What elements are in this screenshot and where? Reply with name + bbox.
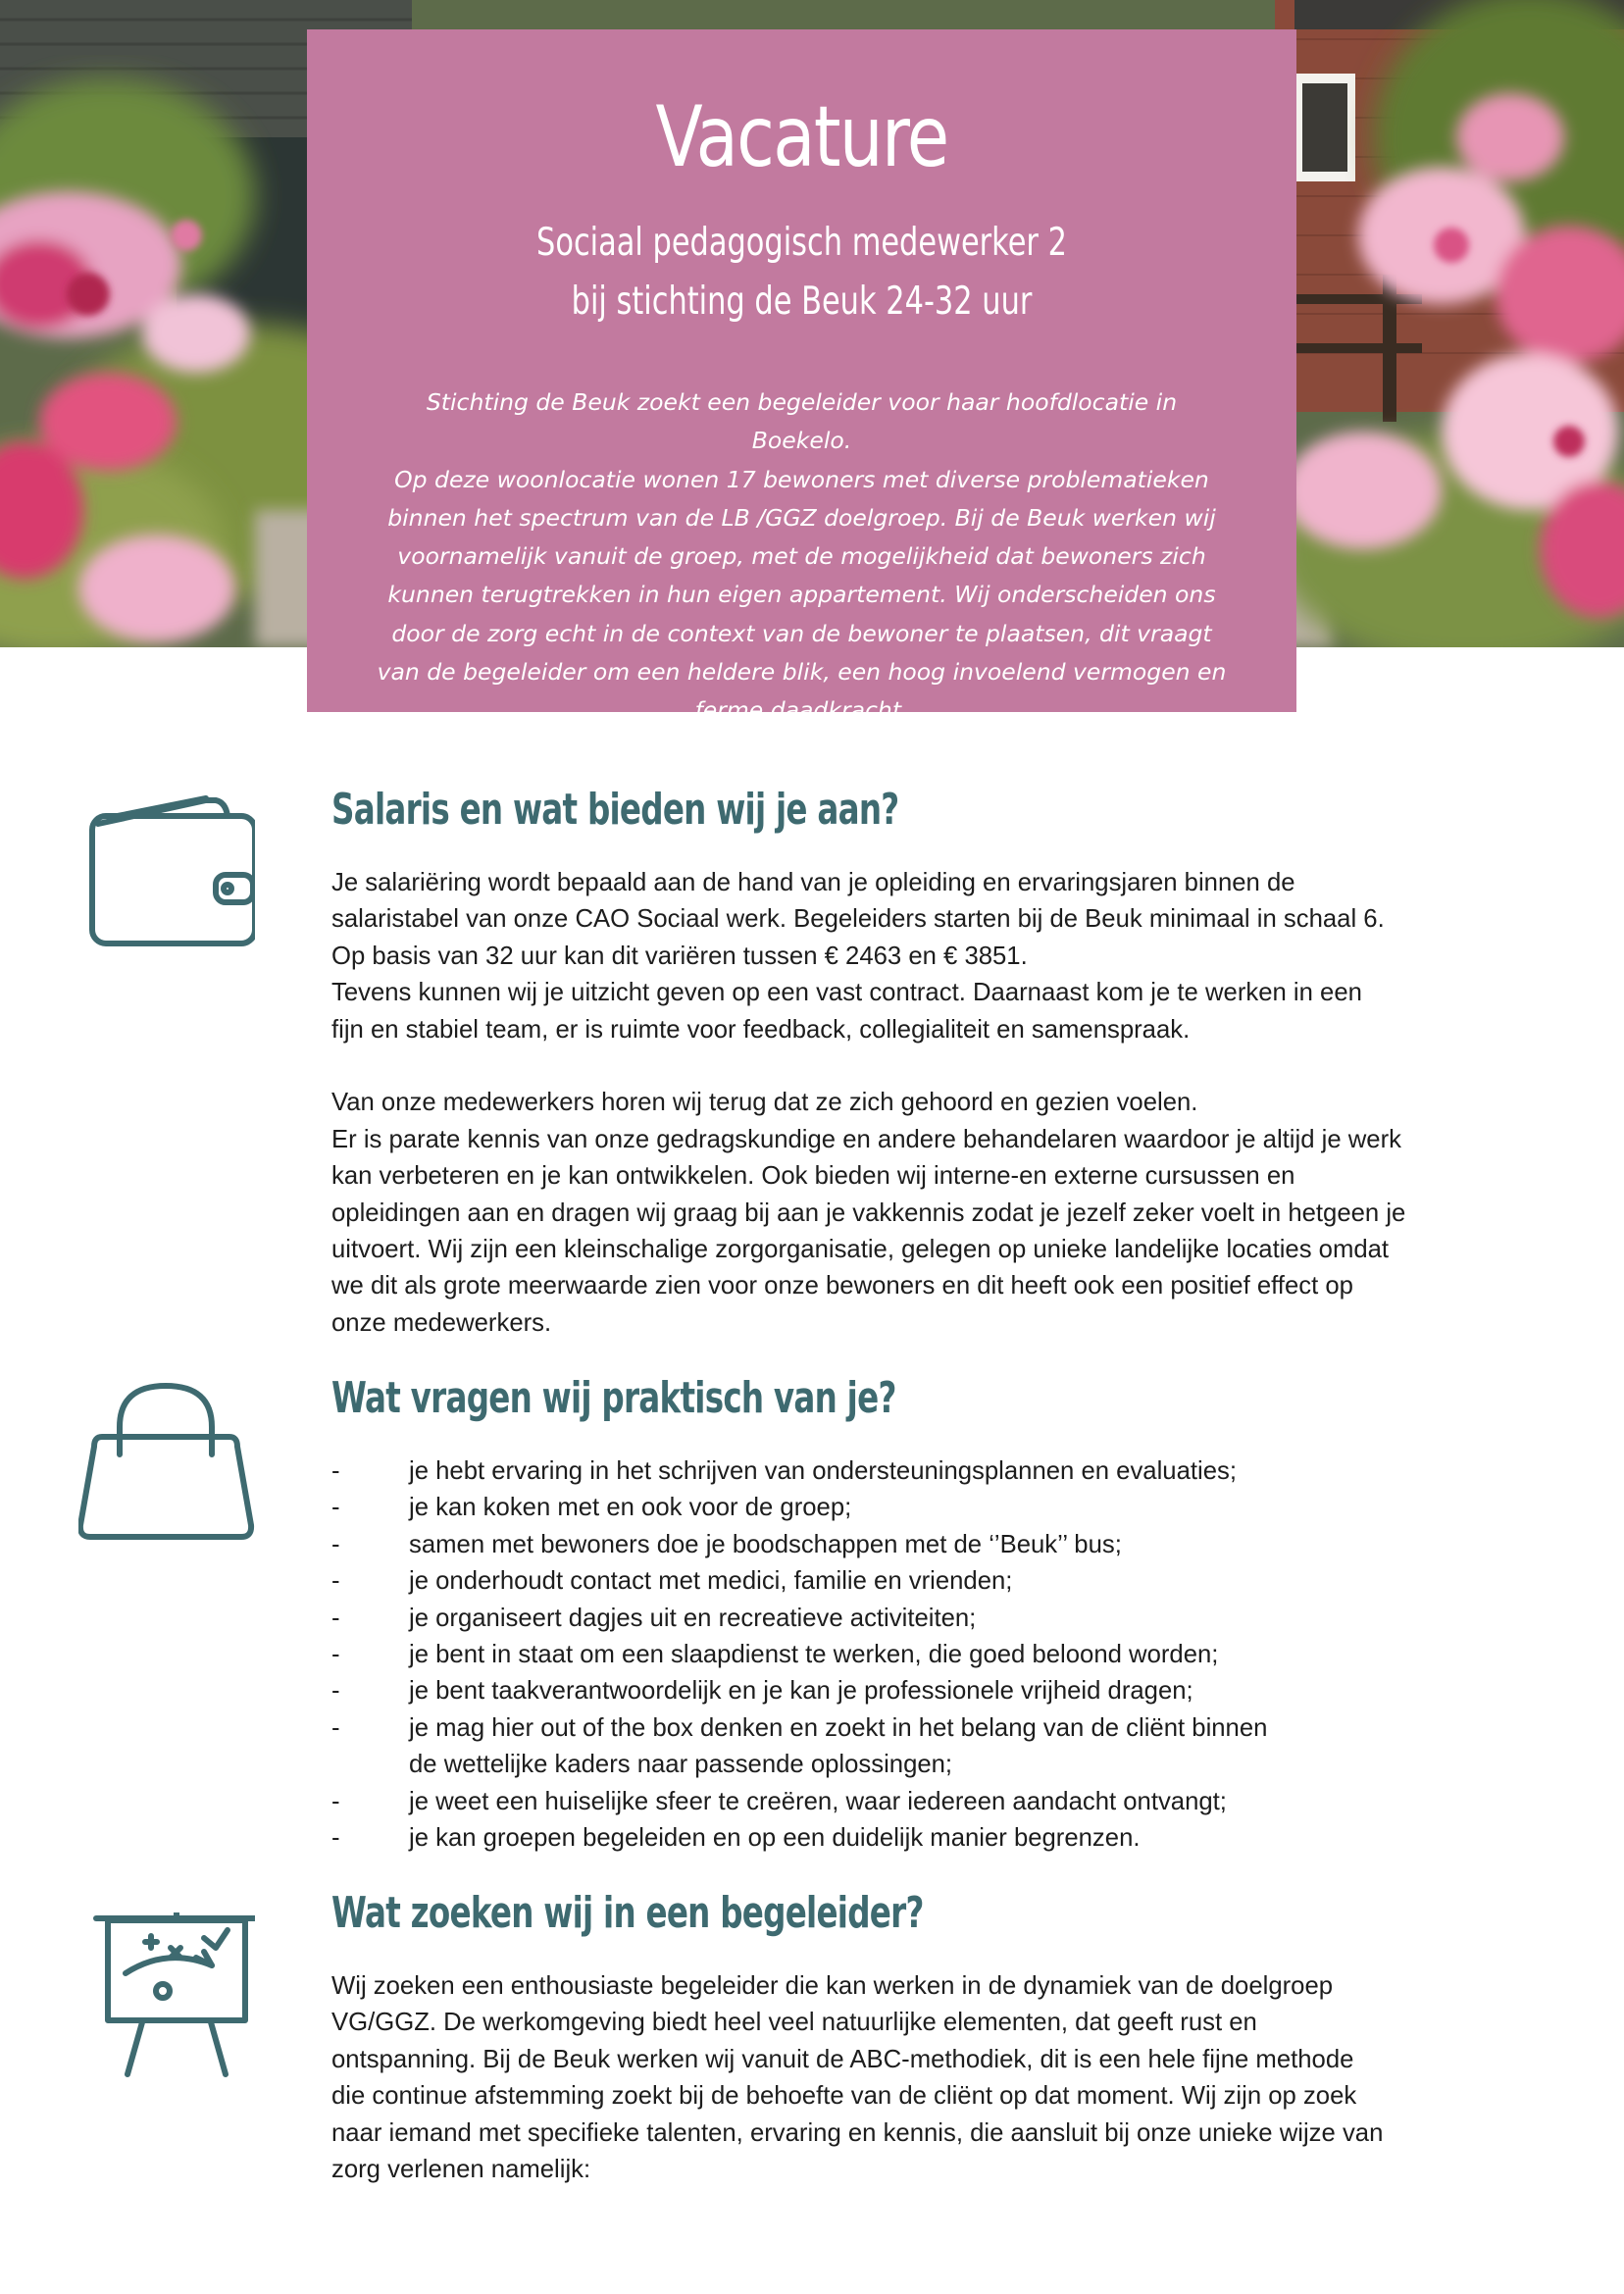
list-bullet: -: [331, 1787, 340, 1815]
list-item: [331, 1784, 1548, 1820]
wallet-icon: [78, 794, 255, 951]
body-begeleider: Wij zoeken een enthousiaste begeleider die kan werken in de dynamiek van de doelgroep VG/GGZ. De werkomgeving biedt heel veel natuurlijke elementen, dat geeft rust en ontspanning. Bij de Beuk werken wij vanuit de ABC-methodiek, dit is een hele fijne methode die continue afstemming zoekt bij de behoefte van de cliënt op dat moment. Wij zijn op zoek naar iemand met specifieke talenten, ervaring en kennis, die aansluit bij onze unieke wijze van zorg verlenen namelijk:: [331, 1972, 1384, 2184]
vacancy-title: Vacature: [655, 88, 948, 186]
list-item: [331, 1527, 1548, 1563]
list-bullet: -: [331, 1457, 340, 1485]
list-bullet: -: [331, 1713, 340, 1742]
list-item-text: je kan groepen begeleiden en op een duidelijk manier begrenzen.: [409, 1824, 1141, 1853]
list-bullet: -: [331, 1824, 340, 1853]
heading-salaris: Salaris en wat bieden wij je aan?: [331, 785, 899, 835]
list-bullet: -: [331, 1604, 340, 1632]
list-item-text: je mag hier out of the box denken en zoekt in het belang van de cliënt binnen de wettelijke kaders naar passende oplossingen;: [409, 1713, 1268, 1779]
vacancy-intro: Stichting de Beuk zoekt een begeleider voor haar hoofdlocatie in Boekelo. Op deze woonlocatie wonen 17 bewoners met diverse problematieken binnen het spectrum van de LB /GGZ doelgroep. Bij de Beuk werken wij voornamelijk vanuit de groep, met de mogelijkheid dat bewoners zich kunnen terugtrekken in hun eigen appartement. Wij onderscheiden ons door de zorg echt in de context van de bewoner te plaatsen, dit vraagt van de begeleider om een heldere blik, een hoog invoelend vermogen en ferme daadkracht.: [377, 388, 1227, 725]
list-item: [331, 1563, 1548, 1600]
list-item-text: je kan koken met en ook voor de groep;: [409, 1494, 852, 1522]
list-item-text: je weet een huiselijke sfeer te creëren, waar iedereen aandacht ontvangt;: [409, 1787, 1227, 1815]
list-item-text: je bent in staat om een slaapdienst te werken, die goed beloond worden;: [409, 1641, 1219, 1669]
list-item-text: je organiseert dagjes uit en recreatieve activiteiten;: [409, 1604, 977, 1632]
vacancy-header-card: [307, 29, 1296, 725]
list-bullet: -: [331, 1641, 340, 1669]
list-item-text: je onderhoudt contact met medici, familie en vrienden;: [409, 1567, 1013, 1596]
list-item: [331, 1710, 1548, 1784]
list-item: [331, 1637, 1548, 1673]
strategy-board-icon: [78, 1912, 255, 2079]
list-item: [331, 1820, 1548, 1857]
list-item: [331, 1601, 1548, 1637]
list-item: [331, 1490, 1548, 1526]
list-bullet: -: [331, 1677, 340, 1706]
list-bullet: -: [331, 1494, 340, 1522]
heading-praktisch: Wat vragen wij praktisch van je?: [331, 1373, 896, 1423]
heading-begeleider: Wat zoeken wij in een begeleider?: [331, 1888, 924, 1938]
shopping-bag-icon: [78, 1378, 255, 1545]
list-item-text: samen met bewoners doe je boodschappen met de ‘’Beuk’’ bus;: [409, 1530, 1122, 1558]
list-item-text: je hebt ervaring in het schrijven van ondersteuningsplannen en evaluaties;: [409, 1457, 1237, 1485]
vacancy-subtitle: Sociaal pedagogisch medewerker 2 bij stichting de Beuk 24-32 uur: [536, 221, 1067, 324]
list-item-text: je bent taakverantwoordelijk en je kan je professionele vrijheid dragen;: [409, 1677, 1193, 1706]
list-bullet: -: [331, 1567, 340, 1596]
requirements-list: [331, 1453, 1548, 1857]
body-salaris: Je salariëring wordt bepaald aan de hand van je opleiding en ervaringsjaren binnen de salaristabel van onze CAO Sociaal werk. Begeleiders starten bij de Beuk minimaal in schaal 6. Op basis van 32 uur kan dit variëren tussen € 2463 en € 3851. Tevens kunnen wij je uitzicht geven op een vast contract. Daarnaast kom je te werken in een fijn en stabiel team, er is ruimte voor feedback, collegialiteit en samenspraak. Van onze medewerkers horen wij terug dat ze zich gehoord en gezien voelen. Er is parate kennis van onze gedragskundige en andere behandelaren waardoor je altijd je werk kan verbeteren en je kan ontwikkelen. Ook bieden wij interne-en externe cursussen en opleidingen aan en dragen wij graag bij aan je vakkennis zodat je jezelf zeker voelt in hetgeen je uitvoert. Wij zijn een kleinschalige zorgorganisatie, gelegen op unieke landelijke locaties omdat we dit als grote meerwaarde zien voor onze bewoners en dit heeft ook een positief effect op onze medewerkers.: [331, 869, 1406, 1337]
list-item: [331, 1673, 1548, 1709]
list-item: [331, 1453, 1548, 1490]
list-bullet: -: [331, 1530, 340, 1558]
